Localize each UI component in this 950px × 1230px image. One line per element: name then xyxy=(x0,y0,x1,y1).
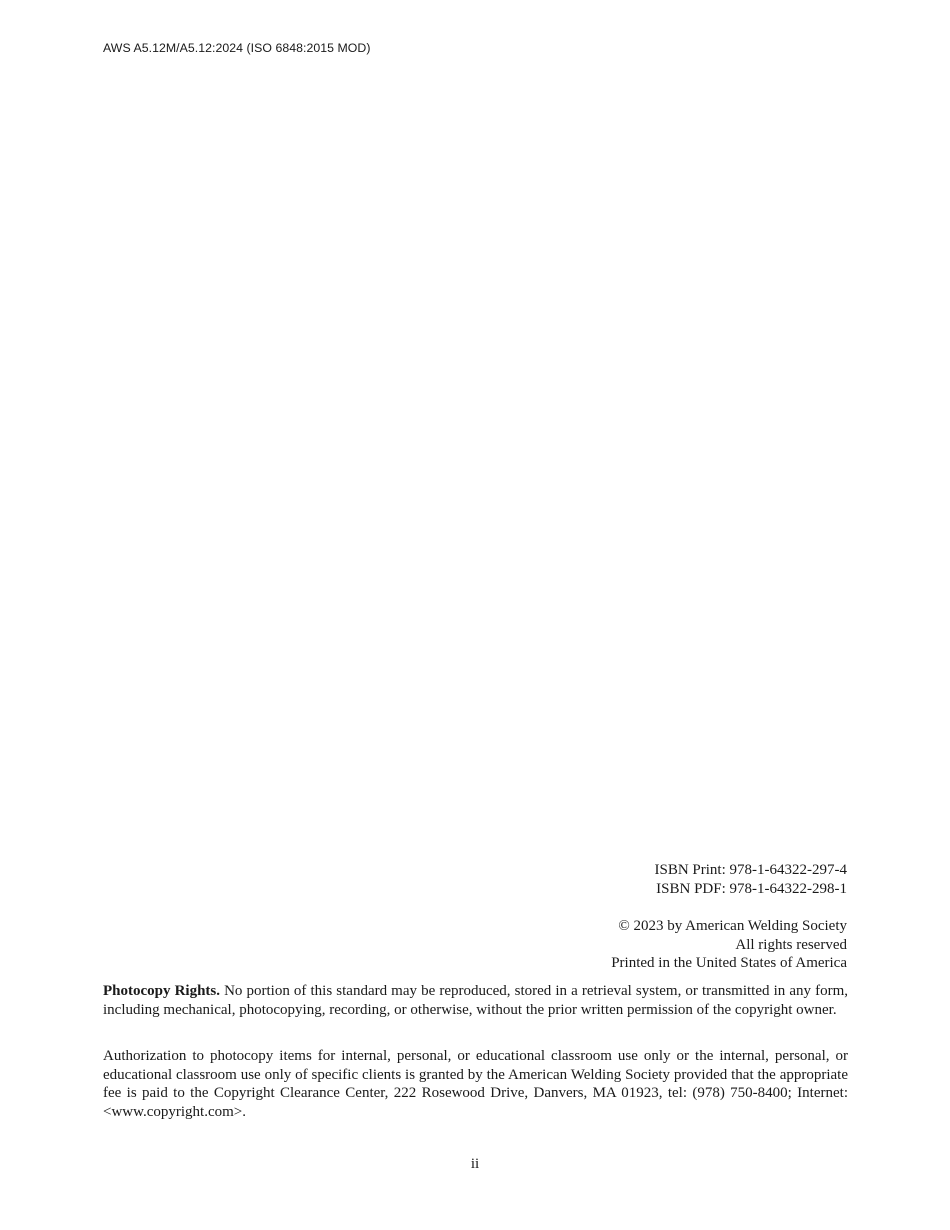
page-number: ii xyxy=(470,1156,480,1172)
photocopy-rights-text: No portion of this standard may be reproduced, stored in a retrieval system, or transmitted in any form, including mechanical, photocopying, recording, or otherwise, without the prior written permission of the copyright owner. xyxy=(103,983,848,1018)
running-header: AWS A5.12M/A5.12:2024 (ISO 6848:2015 MOD) xyxy=(103,41,371,55)
isbn-print: ISBN Print: 978-1-64322-297-4 xyxy=(654,862,847,878)
photocopy-rights-paragraph xyxy=(103,982,848,1019)
authorization-paragraph: Authorization to photocopy items for internal, personal, or educational classroom use only or the internal, personal, or educational classroom use only of specific clients is granted by the American Welding Society provided that the appropriate fee is paid to the Copyright Clearance Center, 222 Rosewood Drive, Danvers, MA 01923, tel: (978) 750-8400; Internet: <www.copyright.com>. xyxy=(103,1048,848,1120)
copyright-notice: © 2023 by American Welding Society xyxy=(618,918,847,934)
photocopy-rights-lead: Photocopy Rights. xyxy=(103,983,221,999)
printed-in-line: Printed in the United States of America xyxy=(611,955,847,972)
isbn-block xyxy=(655,861,848,898)
isbn-pdf: ISBN PDF: 978-1-64322-298-1 xyxy=(656,880,847,897)
copyright-block xyxy=(611,917,847,973)
all-rights-reserved: All rights reserved xyxy=(735,936,847,953)
